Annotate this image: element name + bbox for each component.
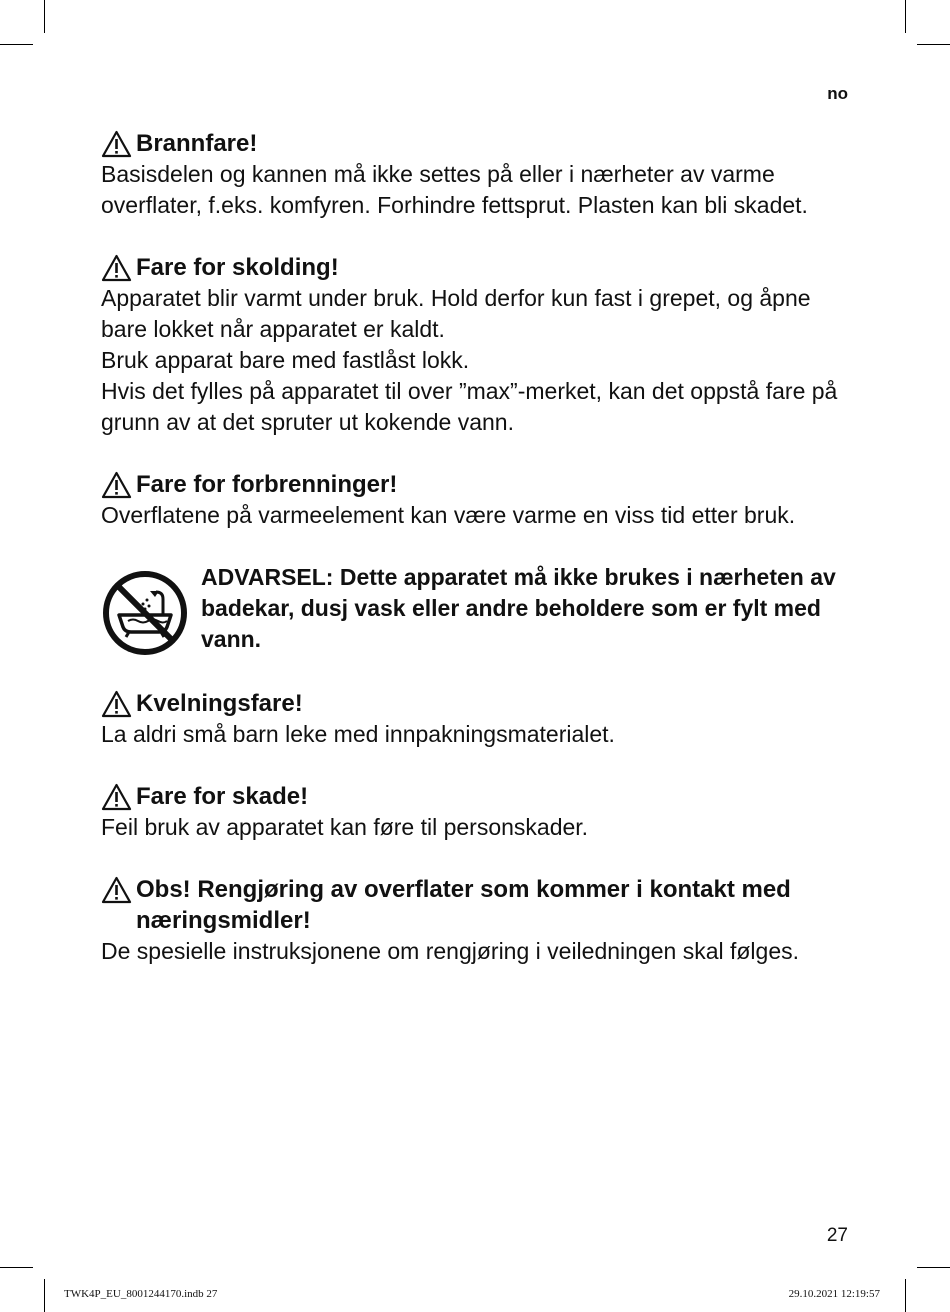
no-bathtub-icon	[101, 569, 189, 657]
warning-section	[101, 128, 861, 221]
warning-title: Fare for skolding!	[136, 254, 339, 281]
page-number: 27	[826, 1225, 848, 1246]
crop-mark	[905, 0, 906, 33]
warning-triangle-icon	[101, 471, 132, 499]
warning-title: Fare for skade!	[136, 783, 309, 810]
crop-mark	[44, 1279, 45, 1312]
body-paragraph: Hvis det fylles på apparatet til over ”max”-merket, kan det oppstå fare på grunn av at det spruter ut kokende vann.	[101, 378, 838, 435]
warning-triangle-icon	[101, 254, 132, 282]
warning-triangle-icon	[101, 130, 132, 158]
body-paragraph: La aldri små barn leke med innpakningsmaterialet.	[101, 721, 615, 747]
warning-heading	[101, 469, 861, 500]
warning-title: Obs! Rengjøring av overflater som kommer i kontakt med næringsmidler!	[136, 876, 791, 934]
warning-section	[101, 252, 861, 438]
language-code: no	[827, 84, 848, 103]
body-paragraph: Overflatene på varmeelement kan være varme en viss tid etter bruk.	[101, 502, 796, 528]
warning-sections-2	[101, 688, 861, 967]
footer-datetime: 29.10.2021 12:19:57	[788, 1288, 880, 1300]
warning-section	[101, 688, 861, 750]
warning-body	[101, 812, 861, 843]
body-paragraph: De spesielle instruksjonene om rengjøring i veiledningen skal følges.	[101, 938, 800, 964]
crop-mark	[0, 1267, 33, 1268]
crop-mark	[0, 44, 33, 45]
warning-section	[101, 469, 861, 531]
document-content	[101, 128, 861, 998]
warning-body	[101, 719, 861, 750]
warning-heading	[101, 874, 861, 936]
footer-file: TWK4P_EU_8001244170.indb 27	[64, 1288, 218, 1300]
warning-triangle-icon	[101, 876, 132, 904]
crop-mark	[905, 1279, 906, 1312]
warning-heading	[101, 688, 861, 719]
warning-triangle-icon	[101, 690, 132, 718]
warning-sections	[101, 128, 861, 531]
warning-body	[101, 283, 861, 438]
warning-section	[101, 874, 861, 967]
warning-triangle-icon	[101, 783, 132, 811]
warning-heading	[101, 252, 861, 283]
warning-title: Kvelningsfare!	[136, 690, 303, 717]
body-paragraph: Feil bruk av apparatet kan føre til personskader.	[101, 814, 589, 840]
body-paragraph: Basisdelen og kannen må ikke settes på eller i nærheter av varme overflater, f.eks. komfyren. Forhindre fettsprut. Plasten kan bli skadet.	[101, 161, 808, 218]
warning-section	[101, 781, 861, 843]
advarsel-text: ADVARSEL: Dette apparatet må ikke brukes i nærheten av badekar, dusj vask eller andre beholdere som er fylt med vann.	[201, 564, 836, 652]
warning-body	[101, 159, 861, 221]
body-paragraph: Bruk apparat bare med fastlåst lokk.	[101, 347, 470, 373]
warning-title: Fare for forbrenninger!	[136, 471, 398, 498]
body-paragraph: Apparatet blir varmt under bruk. Hold derfor kun fast i grepet, og åpne bare lokket når apparatet er kaldt.	[101, 285, 811, 342]
warning-heading	[101, 128, 861, 159]
crop-mark	[917, 1267, 950, 1268]
crop-mark	[44, 0, 45, 33]
advarsel-block	[101, 562, 861, 657]
crop-mark	[917, 44, 950, 45]
warning-body	[101, 936, 861, 967]
warning-body	[101, 500, 861, 531]
warning-heading	[101, 781, 861, 812]
warning-title: Brannfare!	[136, 130, 258, 157]
